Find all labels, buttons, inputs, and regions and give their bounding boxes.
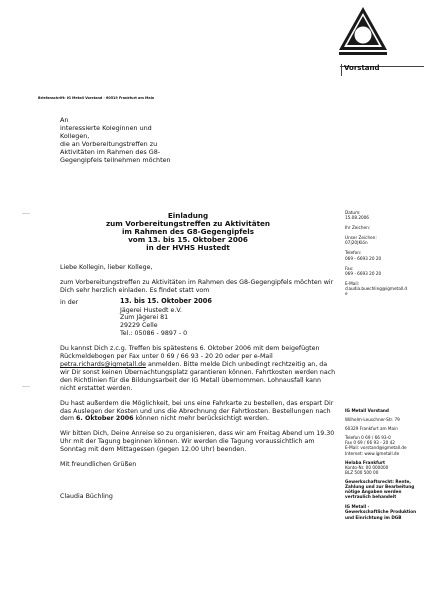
venue-line: Jägerei Hustedt e.V. (120, 306, 182, 314)
ticket-deadline: 6. Oktober 2006 (76, 415, 134, 423)
dept-note: Gewerkschaftliche Produktion (345, 509, 417, 515)
bank-blz: BLZ 500 500 00 (345, 469, 379, 475)
legal-note: nötige Angaben werden (345, 489, 402, 495)
address-line: An (60, 116, 69, 124)
address-line: Kollegen, (60, 132, 90, 141)
arrival-paragraph: Wir bitten Dich, Deine Anreise so zu organisieren, dass wir am Freitag Abend um 19.30 Uhr mit der Tagung beginnen können. Wir werden die Tagung voraussichtlich am Sonntag mit dem Mittagessen (gegen 12.00 Uhr) beenden. (60, 430, 335, 454)
invitation-title (60, 212, 316, 252)
datum-value: 15.08.2006 (345, 215, 369, 221)
vorstand-label: Vorstand (344, 64, 380, 72)
registration-text-cont: anmelden. Bitte melde Dich unbedingt rechtzeitig an, da wir Dir sonst keinen Übernachtungsplatz garantieren können. Fahrtkosten werden nach den Richtlinien für die Bildungsarbeit der IG Metall übernommen. Lohnausfall kann nicht erstattet werden. (60, 360, 336, 392)
venue-line: Zum Jägerei 81 (120, 314, 169, 322)
legal-note: Zahlung und zur Bearbeitung (345, 484, 415, 490)
fold-mark: —— (22, 384, 30, 389)
recipient-address (60, 116, 171, 165)
legal-note: Gewerkschaftsrecht: Rente, (345, 478, 411, 484)
ig-metall-logo-icon (338, 6, 388, 62)
registration-text: Du kannst Dich z.c.g. Treffen bis spätestens 6. Oktober 2006 mit dem beigefügten Rückmeldebogen per Fax unter 0 69 / 66 93 - 20 20 oder per e-Mail (60, 345, 320, 361)
venue-line: 29229 Celle (120, 322, 158, 330)
telefon-label: Telefon: (345, 250, 362, 256)
ticket-text-cont: können nicht mehr berücksichtigt werden. (133, 415, 269, 423)
title-line: im Rahmen des G8-Gegengipfels (121, 226, 255, 236)
address-line: Gegengipfels teilnehmen möchten (60, 156, 171, 165)
org-city: 60329 Frankfurt am Main (345, 426, 398, 432)
venue-line: Tel.: 05086 - 9897 - 0 (120, 330, 188, 338)
signature: Claudia Büchling (60, 492, 113, 500)
title-line: Einladung (167, 211, 209, 220)
fax-label: Fax: (345, 265, 354, 271)
event-date: 13. bis 15. Oktober 2006 (120, 296, 212, 305)
ihr-zeichen-label: Ihr Zeichen: (345, 225, 371, 231)
title-line: zum Vorbereitungstreffen zu Aktivitäten (105, 218, 271, 228)
unser-zeichen-label: Unser Zeichen: (345, 235, 377, 241)
bank-account: Konto-Nr. 00 000000 (345, 464, 389, 470)
fax-value: 069 - 6693 20 20 (345, 270, 382, 276)
title-line: in der HVHS Hustedt (146, 242, 230, 252)
org-web: Internet: www.igmetall.de (345, 450, 400, 456)
letter-meta (345, 210, 423, 301)
org-street: Wilhelm-Leuschner-Str. 79 (345, 417, 400, 423)
datum-label: Datum: (345, 210, 361, 215)
org-footer-info (345, 408, 423, 520)
email-link[interactable]: petra.richards@igmetall.de (60, 360, 146, 368)
bank-name: Helaba Frankfurt (345, 459, 386, 465)
telefon-value: 069 - 6693 20 20 (345, 255, 382, 261)
address-line: Aktivitäten im Rahmen des G8- (60, 148, 161, 157)
closing: Mit freundlichen Grüßen (60, 461, 137, 469)
letter-body (60, 264, 338, 501)
email-label: E-Mail: (345, 280, 360, 286)
dept-note: und Einrichtung im DGB (345, 514, 402, 520)
ticket-text: Du hast außerdem die Möglichkeit, bei uns eine Fahrkarte zu bestellen, das erspart Dir das Auslegen der Kosten und uns die Abrechnung der Fahrtkosten. Bestellungen nach dem (60, 399, 334, 423)
registration-paragraph (60, 345, 338, 392)
title-line: vom 13. bis 15. Oktober 2006 (128, 234, 248, 244)
email-value: claudia.buechling@igmetall.d (345, 285, 408, 291)
ticket-paragraph (60, 400, 338, 424)
in-der-label: in der (60, 298, 79, 306)
venue-address (60, 307, 338, 339)
greeting: Liebe Kollegin, lieber Kollege, (60, 264, 153, 271)
org-fax: Fax 0 69 / 66 93 - 20 42 (345, 440, 395, 446)
email-value-cont: e (345, 291, 348, 297)
sender-line: Briefanschrift: IG Metall Vorstand · 60519 Frankfurt am Main (38, 96, 155, 100)
legal-note: vertraulich behandelt (345, 494, 397, 500)
address-line: die an Vorbereitungstreffen zu (60, 140, 158, 149)
intro-paragraph: zum Vorbereitungstreffen zu Aktivitäten im Rahmen des G8-Gegengipfels möchten wir Dich sehr herzlich einladen. Es findet statt vom (60, 278, 334, 294)
fold-mark: —— (22, 211, 30, 216)
org-mail: E-Mail: vorstand@igmetall.de (345, 445, 407, 451)
org-name: IG Metall Vorstand (345, 408, 389, 413)
org-tel: Telefon 0 69 / 66 93-0 (345, 435, 391, 441)
address-line: interessierte Koleginnen und (60, 124, 152, 133)
header-rule-bar (341, 64, 342, 76)
dept-note: IG Metall - (345, 504, 370, 510)
unser-zeichen-value: 07|20|Klön (345, 240, 368, 246)
